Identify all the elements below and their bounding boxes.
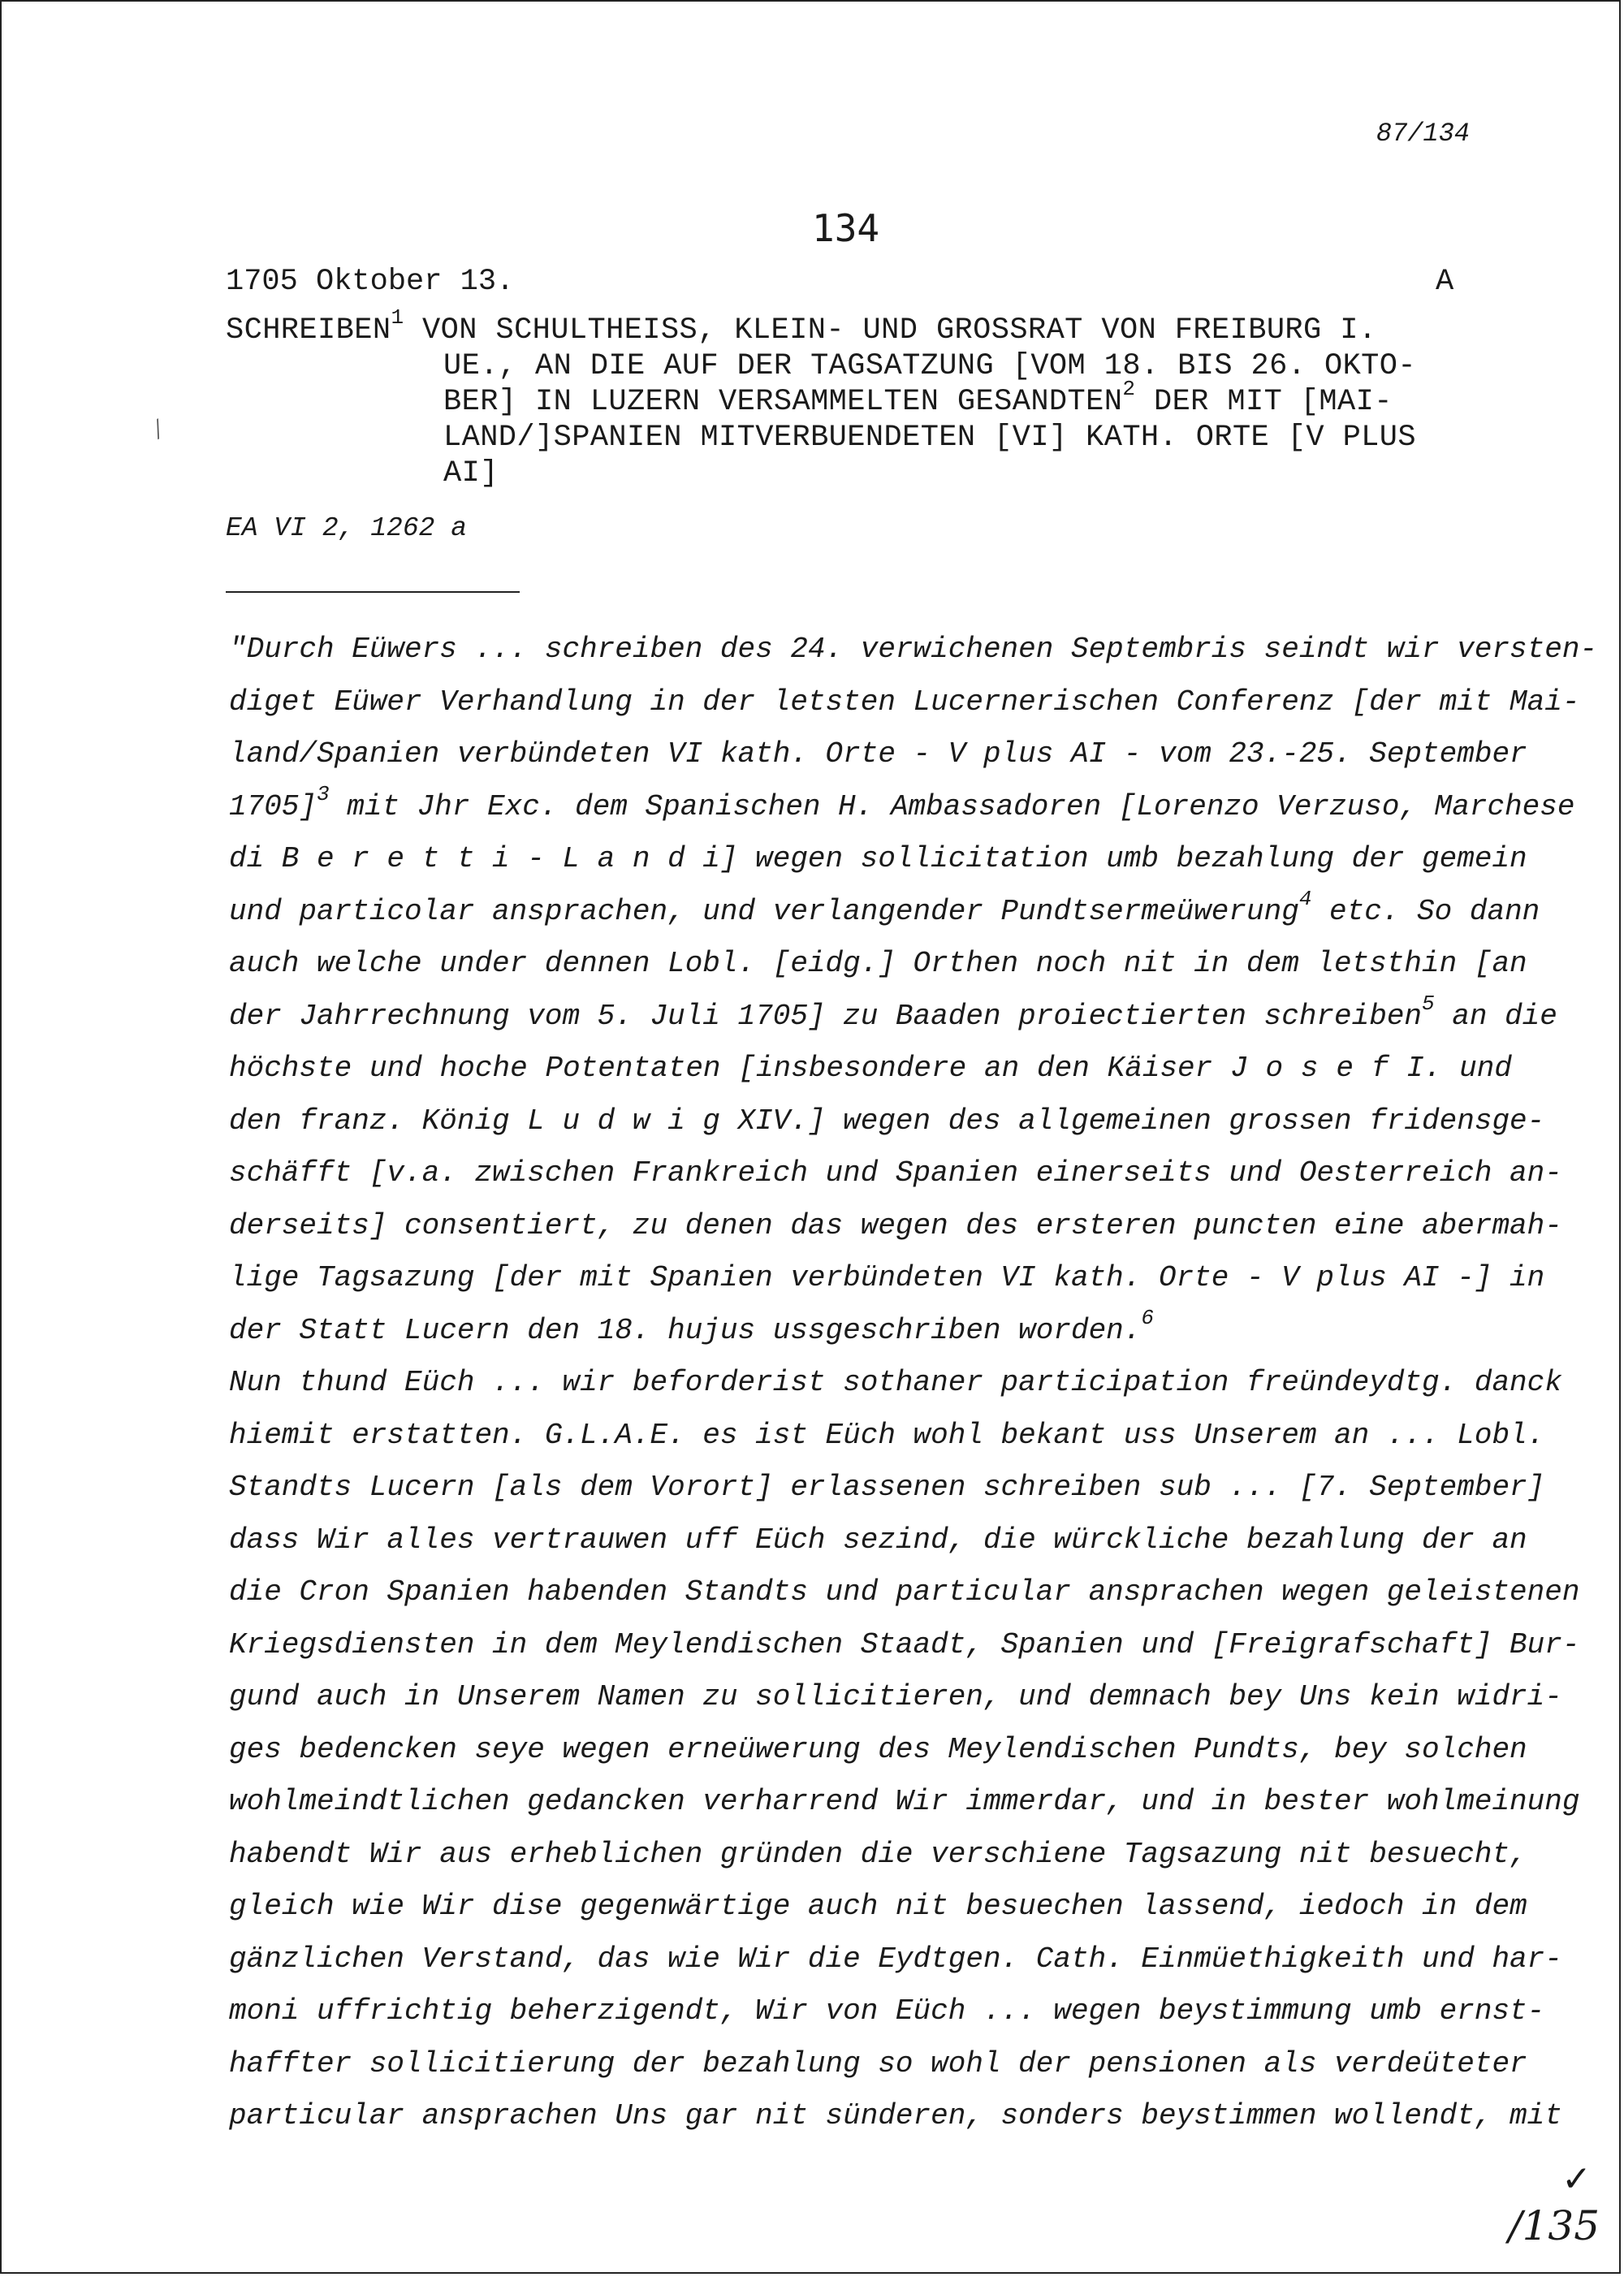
footnote-marker: 4 — [1298, 886, 1312, 911]
handwritten-page-number: /135 — [1508, 2202, 1600, 2249]
body-line: gund auch in Unserem Namen zu sollicitieren, und demnach bey Uns kein widri- — [229, 1680, 1562, 1713]
title-line: UE., AN DIE AUF DER TAGSATZUNG [VOM 18. BIS 26. OKTO- — [443, 349, 1416, 383]
body-line: diget Eüwer Verhandlung in der letsten Lucernerischen Conferenz [der mit Mai- — [229, 685, 1580, 719]
body-line: wohlmeindtlichen gedancken verharrend Wir immerdar, und in bester wohlmeinung — [229, 1785, 1580, 1818]
archive-reference: 87/134 — [1376, 119, 1470, 149]
body-line: höchste und hoche Potentaten [insbesondere an den Käiser J o s e f I. und — [229, 1052, 1512, 1085]
footnote-marker: 1 — [391, 305, 404, 330]
body-line: moni uffrichtig beherzigendt, Wir von Eüch ... wegen beystimmung umb ernst- — [229, 1994, 1545, 2028]
body-line: land/Spanien verbündeten VI kath. Orte - V plus AI - vom 23.-25. September — [229, 737, 1527, 771]
body-line: ges bedencken seye wegen erneüwerung des Meylendischen Pundts, bey solchen — [229, 1732, 1527, 1766]
body-line: particular ansprachen Uns gar nit sünderen, sonders beystimmen wollendt, mit — [229, 2099, 1562, 2132]
body-line: lige Tagsazung [der mit Spanien verbündeten VI kath. Orte - V plus AI -] in — [229, 1261, 1545, 1294]
body-line: den franz. König L u d w i g XIV.] wegen des allgemeinen grossen fridensge- — [229, 1104, 1545, 1138]
body-line: haffter sollicitierung der bezahlung so wohl der pensionen als verdeüteter — [229, 2046, 1527, 2080]
body-line: derseits] consentiert, zu denen das wegen des ersteren puncten eine abermah- — [229, 1208, 1562, 1242]
document-date: 1705 Oktober 13. — [226, 265, 515, 299]
body-line: habendt Wir aus erheblichen gründen die verschiene Tagsazung nit besuecht, — [229, 1837, 1527, 1871]
body-line: Standts Lucern [als dem Vorort] erlassenen schreiben sub ... [7. September] — [229, 1471, 1545, 1504]
body-line: und particolar ansprachen, und verlangender Pundtsermeüwerung$^4$ etc. So dann — [229, 886, 1540, 928]
body-line: "Durch Eüwers ... schreiben des 24. verwichenen Septembris seindt wir versten- — [229, 633, 1598, 666]
source-reference: EA VI 2, 1262 a — [226, 513, 468, 543]
footnote-marker: 6 — [1141, 1305, 1154, 1330]
title-line: BER] IN LUZERN VERSAMMELTEN GESANDTEN$^2$ DER MIT [MAI- — [443, 377, 1393, 419]
footnote-marker: 5 — [1422, 991, 1435, 1016]
title-line: SCHREIBEN$^1$ VON SCHULTHEISS, KLEIN- UND GROSSRAT VON FREIBURG I. — [226, 305, 1377, 348]
letter-body — [229, 624, 1598, 2143]
body-line: der Jahrrechnung vom 5. Juli 1705] zu Baaden proiectierten schreiben$^5$ an die — [229, 991, 1557, 1033]
body-line: Kriegsdiensten in dem Meylendischen Staadt, Spanien und [Freigrafschaft] Bur- — [229, 1627, 1580, 1661]
checkmark-icon: ✓ — [1561, 2158, 1592, 2200]
body-line: Nun thund Eüch ... wir beforderist sothaner participation freündeydtg. danck — [229, 1366, 1562, 1399]
footnote-marker: 2 — [1122, 377, 1136, 401]
body-line: der Statt Lucern den 18. hujus ussgeschriben worden.$^6$ — [229, 1305, 1154, 1347]
margin-pencil-mark: ⁄ — [144, 413, 175, 449]
document-number: 134 — [812, 206, 880, 250]
title-line: LAND/]SPANIEN MITVERBUENDETEN [VI] KATH. ORTE [V PLUS — [443, 421, 1416, 455]
body-line: gleich wie Wir dise gegenwärtige auch nit besuechen lassend, iedoch in dem — [229, 1890, 1527, 1923]
body-line: die Cron Spanien habenden Standts und particular ansprachen wegen geleistenen — [229, 1575, 1580, 1609]
body-line: gänzlichen Verstand, das wie Wir die Eydtgen. Cath. Einmüethigkeith und har- — [229, 1942, 1562, 1976]
footnote-marker: 3 — [317, 781, 330, 806]
body-line: schäfft [v.a. zwischen Frankreich und Spanien einerseits und Oesterreich an- — [229, 1156, 1562, 1190]
body-line: dass Wir alles vertrauwen uff Eüch sezind, die würckliche bezahlung der an — [229, 1523, 1527, 1557]
title-line: AI] — [443, 456, 499, 490]
body-line: di B e r e t t i - L a n d i] wegen sollicitation umb bezahlung der gemein — [229, 842, 1527, 875]
body-line: hiemit erstatten. G.L.A.E. es ist Eüch wohl bekant uss Unserem an ... Lobl. — [229, 1418, 1545, 1452]
body-line: 1705]$^3$ mit Jhr Exc. dem Spanischen H. Ambassadoren [Lorenzo Verzuso, Marchese — [229, 781, 1575, 823]
document-grade: A — [1436, 265, 1454, 299]
body-line: auch welche under dennen Lobl. [eidg.] Orthen noch nit in dem letsthin [an — [229, 947, 1527, 980]
divider — [226, 591, 520, 593]
